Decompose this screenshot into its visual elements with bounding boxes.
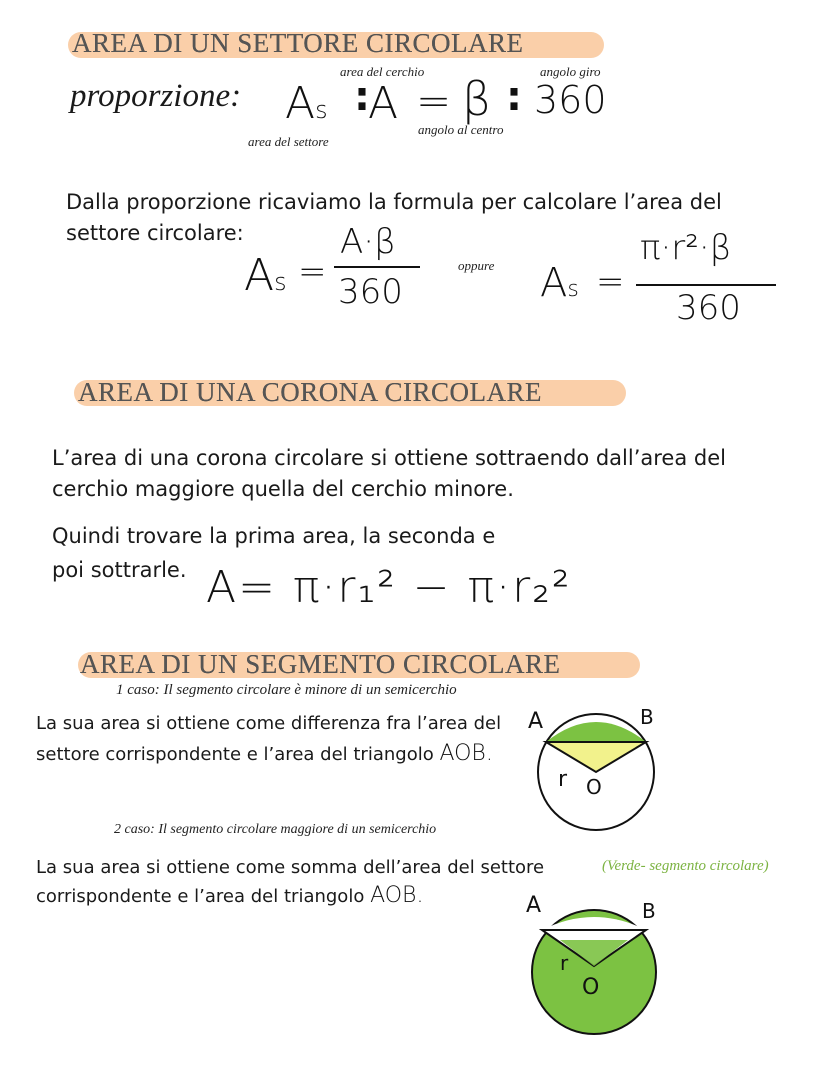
fig1-label-r: r [558,767,568,792]
formula1-colon: : [354,74,370,120]
formula3-num: π·r²·β [640,228,732,268]
case1-label: 1 caso: Il segmento circolare è minore di un semicerchio [116,682,457,698]
formula3-den: 360 [676,288,741,328]
corona-formula: A= π·r₁² − π·r₂² [206,562,572,613]
fig1-label-B: B [640,705,654,729]
note-area-settore: area del settore [248,134,329,149]
proportion-label: proporzione: [70,78,242,114]
formula2-den: 360 [338,272,403,312]
formula3-fraction-bar [636,284,776,286]
formula2-fraction-bar [334,266,420,268]
fig2-label-O: O [582,975,600,1000]
case2-note: (Verde- segmento circolare) [602,858,769,874]
section1-title: AREA DI UN SETTORE CIRCOLARE [72,28,524,58]
case1-text-line1: La sua area si ottiene come differenza fra l’area del [36,713,502,734]
fig2-label-B: B [642,899,656,923]
fig1-label-A: A [528,709,544,734]
case1-text-line2: settore corrispondente e l’area del triangolo AOB. [36,741,493,766]
formula1-As: As [285,78,328,129]
formula1-colon2: : [506,74,522,120]
fig1-label-O: O [586,775,602,799]
formula1-eq: = [416,76,452,125]
section2-paragraph2-line2: poi sottrarle. [52,558,187,582]
segment-figure-minor [528,700,668,830]
note-area-cerchio: area del cerchio [340,64,425,79]
case2-text-line1: La sua area si ottiene come somma dell’area del settore [36,857,545,878]
formula1-A: A [368,78,399,129]
oppure-label: oppure [458,258,495,273]
section2-title: AREA DI UNA CORONA CIRCOLARE [78,377,543,407]
fig2-label-r: r [560,951,569,975]
section2-paragraph1: L’area di una corona circolare si ottiene sottraendo dall’area del cerchio maggiore quella del cerchio minore. [52,446,726,501]
formula1-beta: β [462,72,492,126]
fig2-label-A: A [526,893,542,918]
case2-label: 2 caso: Il segmento circolare maggiore di un semicerchio [114,822,437,837]
formula1-360: 360 [534,78,607,122]
note-angolo-centro: angolo al centro [418,122,504,137]
section1-paragraph: Dalla proporzione ricaviamo la formula per calcolare l’area del settore circolare: [66,190,722,245]
formula2-num: A·β [340,222,396,262]
segment-figure-major [520,890,670,1040]
case2-text-line2: corrispondente e l’area del triangolo AOB. [36,883,424,908]
formula2-eq: = [298,252,327,292]
note-angolo-giro: angolo giro [540,64,601,79]
formula3-eq: = [596,262,625,302]
formula2-lhs: As [244,250,287,301]
formula3-lhs: As [540,260,579,306]
section3-title: AREA DI UN SEGMENTO CIRCOLARE [80,649,561,679]
section2-paragraph2-line1: Quindi trovare la prima area, la seconda e [52,524,496,548]
